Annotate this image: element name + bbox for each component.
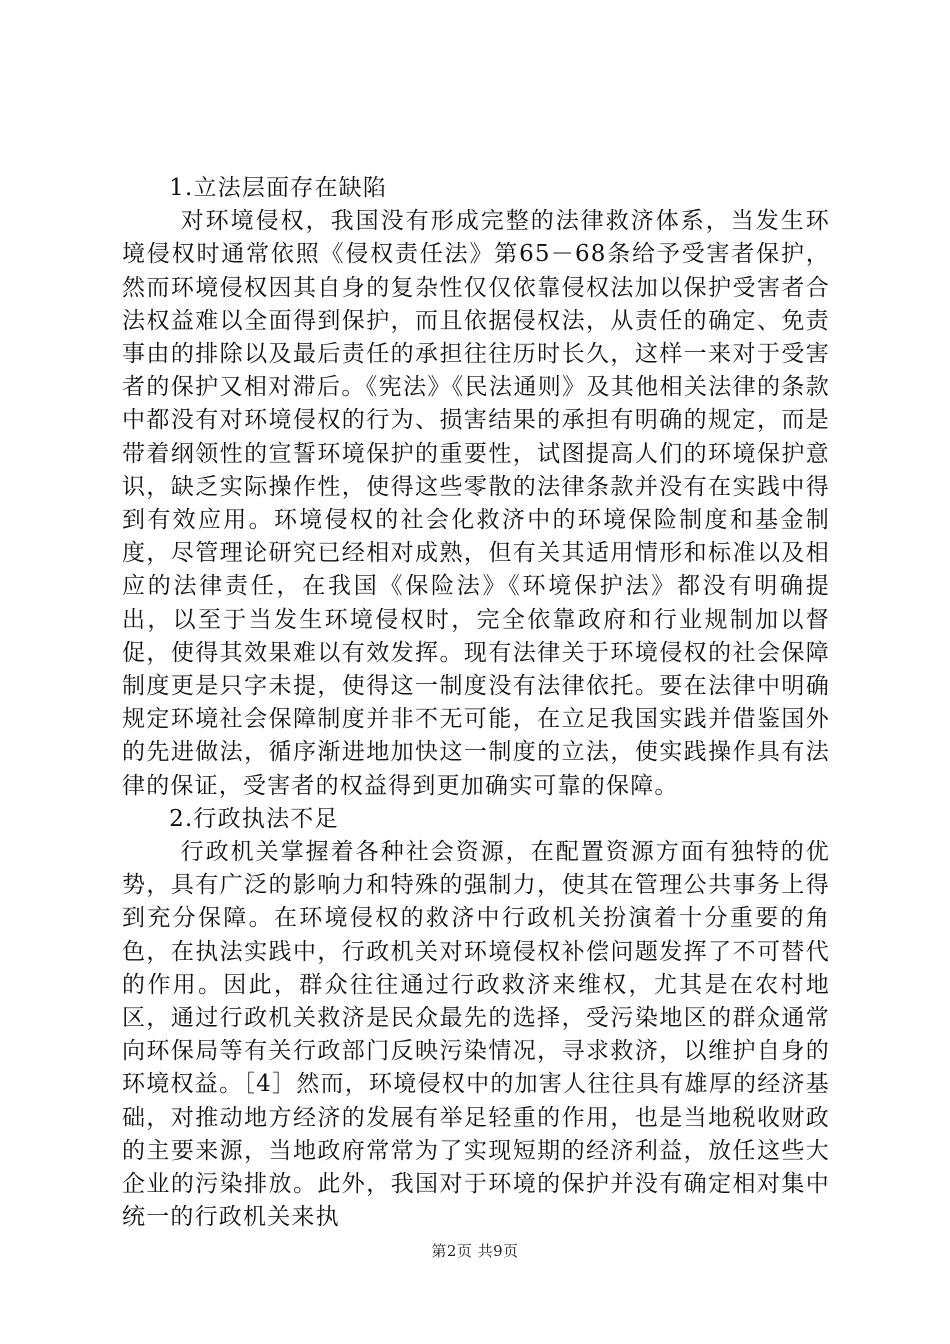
document-body [122, 172, 830, 1235]
section-1-paragraph: 对环境侵权，我国没有形成完整的法律救济体系，当发生环境侵权时通常依照《侵权责任法》第65－68条给予受害者保护，然而环境侵权因其自身的复杂性仅仅依靠侵权法加以保护受害者合法权益难以全面得到保护，而且依据侵权法，从责任的确定、免责事由的排除以及最后责任的承担往往历时长久，这样一来对于受害者的保护又相对滞后。《宪法》《民法通则》及其他相关法律的条款中都没有对环境侵权的行为、损害结果的承担有明确的规定，而是带着纲领性的宣誓环境保护的重要性，试图提高人们的环境保护意识，缺乏实际操作性，使得这些零散的法律条款并没有在实践中得到有效应用。环境侵权的社会化救济中的环境保险制度和基金制度，尽管理论研究已经相对成熟，但有关其适用情形和标准以及相应的法律责任，在我国《保险法》《环境保护法》都没有明确提出，以至于当发生环境侵权时，完全依靠政府和行业规制加以督促，使得其效果难以有效发挥。现有法律关于环境侵权的社会保障制度更是只字未提，使得这一制度没有法律依托。要在法律中明确规定环境社会保障制度并非不无可能，在立足我国实践并借鉴国外的先进做法，循序渐进地加快这一制度的立法，使实践操作具有法律的保证，受害者的权益得到更加确实可靠的保障。 [122, 208, 830, 799]
page-footer [0, 1240, 950, 1261]
section-1-heading: 1.立法层面存在缺陷 [169, 175, 388, 201]
section-2-paragraph: 行政机关掌握着各种社会资源，在配置资源方面有独特的优势，具有广泛的影响力和特殊的强制力，使其在管理公共事务上得到充分保障。在环境侵权的救济中行政机关扮演着十分重要的角色，在执法实践中，行政机关对环境侵权补偿问题发挥了不可替代的作用。因此，群众往往通过行政救济来维权，尤其是在农村地区，通过行政机关救济是民众最先的选择，受污染地区的群众通常向环保局等有关行政部门反映污染情况，寻求救济，以维护自身的环境权益。［4］然而，环境侵权中的加害人往往具有雄厚的经济基础，对推动地方经济的发展有举足轻重的作用，也是当地税收财政的主要来源，当地政府常常为了实现短期的经济利益，放任这些大企业的污染排放。此外，我国对于环境的保护并没有确定相对集中统一的行政机关来执 [122, 839, 830, 1231]
section-2-heading: 2.行政执法不足 [169, 805, 339, 832]
page-number-indicator: 第2页 共9页 [431, 1242, 519, 1260]
